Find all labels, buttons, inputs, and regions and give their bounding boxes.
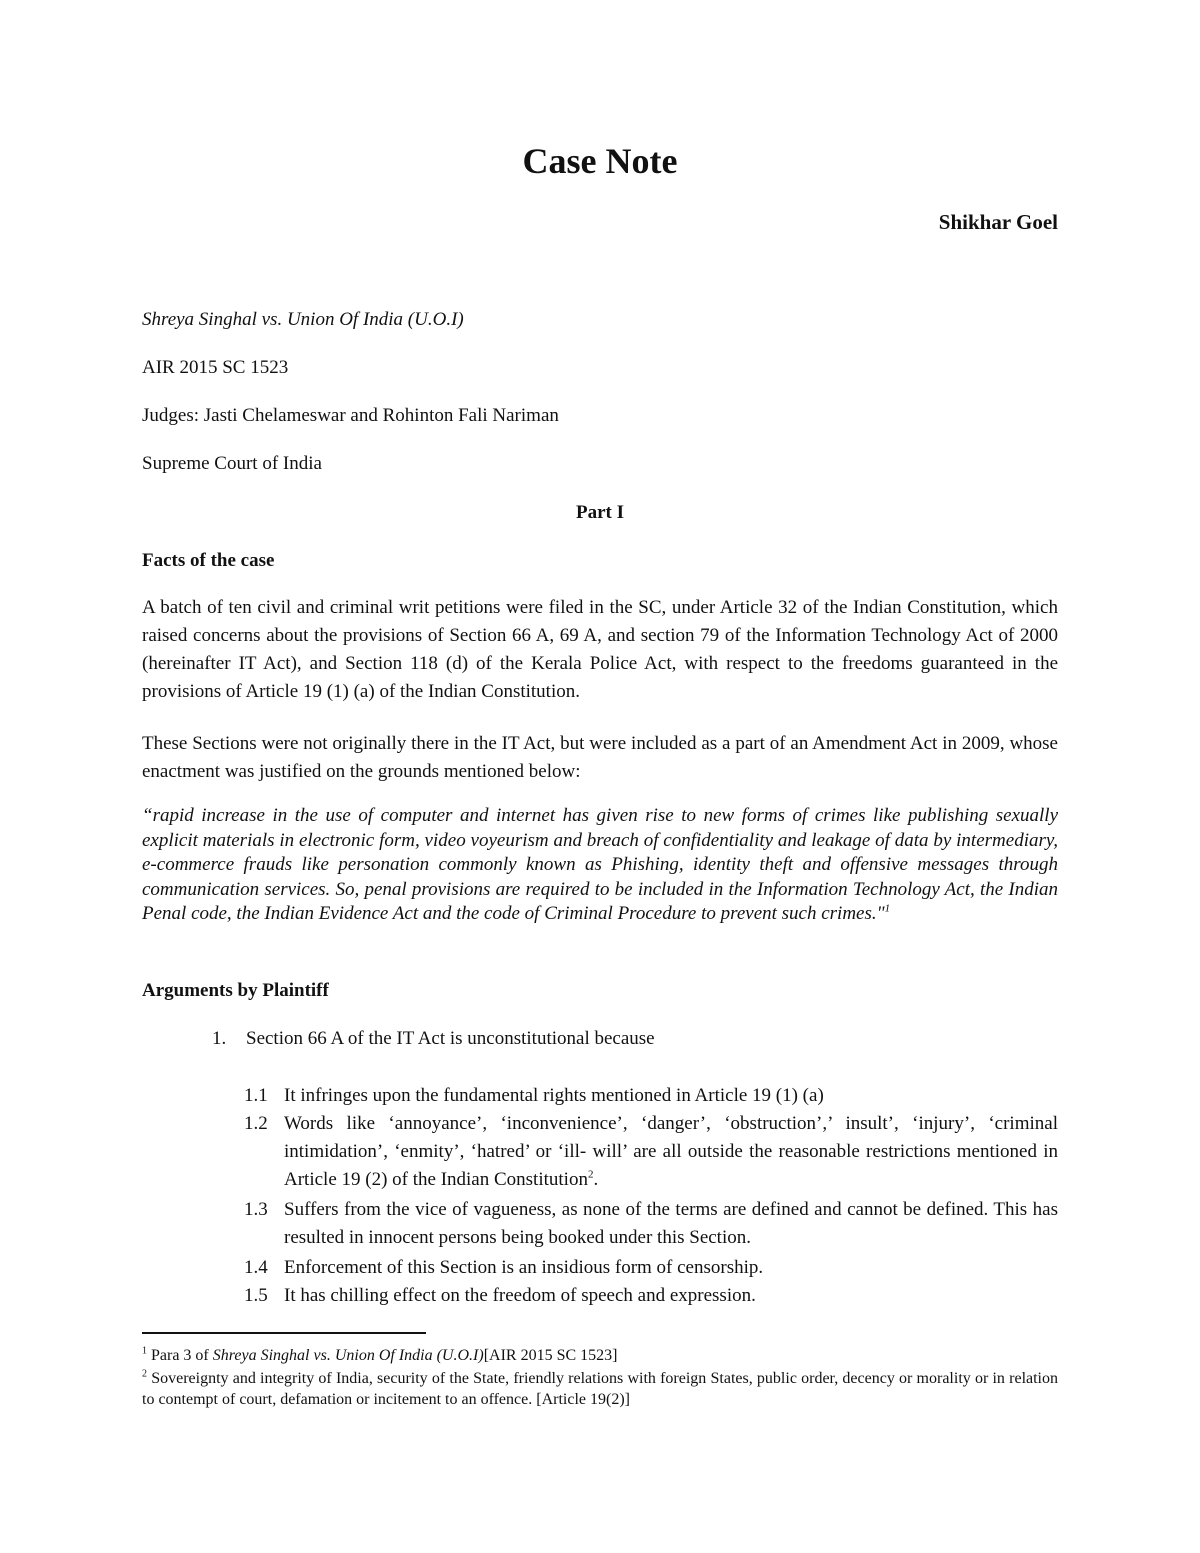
footnote-2	[142, 1368, 1058, 1410]
list-item-text: Section 66 A of the IT Act is unconstitutional because	[246, 1028, 655, 1049]
sub-item-number: 1.3	[244, 1199, 268, 1220]
sub-item-text: It has chilling effect on the freedom of speech and expression.	[284, 1285, 756, 1306]
document-title: Case Note	[522, 141, 678, 181]
case-citation: AIR 2015 SC 1523	[142, 357, 289, 378]
footnote-number: 1	[142, 1345, 147, 1357]
footnote-number: 2	[142, 1368, 147, 1380]
case-name: Shreya Singhal vs. Union Of India (U.O.I)	[142, 309, 464, 330]
author-name: Shikhar Goel	[938, 210, 1058, 234]
footnote-pre: Para 3 of	[147, 1347, 213, 1364]
sub-item-number: 1.5	[244, 1285, 268, 1306]
sub-item-text: Words like ‘annoyance’, ‘inconvenience’, ‘danger’, ‘obstruction’,’ insult’, ‘injury’, ‘criminal intimidation’, ‘enmity’, ‘hatred’ or ‘ill- will’ are all outside the reasonable restrictions mentioned in Article 19 (2) of the Indian Constitution	[284, 1113, 1058, 1190]
footnote-case-name: Shreya Singhal vs. Union Of India (U.O.I)	[212, 1347, 484, 1364]
footnote-text: Sovereignty and integrity of India, security of the State, friendly relations with foreign States, public order, decency or morality or in relation to contempt of court, defamation or incitement to an offence. [Article 19(2)]	[142, 1370, 1058, 1408]
sub-item-body	[284, 1110, 1058, 1194]
footnote-1	[142, 1345, 1058, 1366]
sub-list-item	[244, 1196, 1058, 1252]
footnote-post: [AIR 2015 SC 1523]	[483, 1347, 618, 1364]
list-item	[212, 1027, 655, 1051]
part-heading: Part I	[575, 502, 624, 523]
sub-item-number: 1.1	[244, 1085, 268, 1106]
list-item-number: 1.	[212, 1028, 227, 1049]
sub-list-item	[244, 1110, 1058, 1194]
amendment-quote	[142, 804, 1058, 927]
facts-heading: Facts of the case	[142, 550, 275, 571]
footnote-divider	[142, 1332, 426, 1334]
facts-paragraph: A batch of ten civil and criminal writ petitions were filed in the SC, under Article 32 of the Indian Constitution, which raised concerns about the provisions of Section 66 A, 69 A, and section 79 of the Information Technology Act of 2000 (hereinafter IT Act), and Section 118 (d) of the Kerala Police Act, with respect to the freedoms guaranteed in the provisions of Article 19 (1) (a) of the Indian Constitution.	[142, 597, 1058, 702]
sub-item-number: 1.4	[244, 1257, 268, 1278]
case-judges: Judges: Jasti Chelameswar and Rohinton Fali Nariman	[142, 405, 559, 426]
arguments-heading: Arguments by Plaintiff	[142, 980, 329, 1001]
sub-list-item	[244, 1254, 1058, 1282]
sub-item-tail: .	[593, 1169, 599, 1190]
sub-item-text: Enforcement of this Section is an insidious form of censorship.	[284, 1257, 764, 1278]
case-court: Supreme Court of India	[142, 453, 322, 474]
quote-text: “rapid increase in the use of computer and internet has given rise to new forms of crimes like publishing sexually explicit materials in electronic form, video voyeurism and breach of confidentiality and leakage of data by intermediary, e-commerce frauds like personation commonly known as Phishing, identity theft and offensive messages through communication services. So, penal provisions are required to be included in the Information Technology Act, the Indian Penal code, the Indian Evidence Act and the code of Criminal Procedure to prevent such crimes."	[142, 805, 1058, 924]
sub-item-text: It infringes upon the fundamental rights mentioned in Article 19 (1) (a)	[284, 1085, 824, 1106]
sub-item-number: 1.2	[244, 1113, 268, 1134]
sub-list-item	[244, 1082, 1058, 1110]
footnote-ref-2: 2	[587, 1168, 594, 1181]
sub-item-text: Suffers from the vice of vagueness, as none of the terms are defined and cannot be defined. This has resulted in innocent persons being booked under this Section.	[284, 1199, 1058, 1248]
sub-list-item	[244, 1282, 1058, 1310]
footnote-ref-1: 1	[884, 902, 891, 915]
sections-paragraph: These Sections were not originally there in the IT Act, but were included as a part of an Amendment Act in 2009, whose enactment was justified on the grounds mentioned below:	[142, 733, 1058, 782]
